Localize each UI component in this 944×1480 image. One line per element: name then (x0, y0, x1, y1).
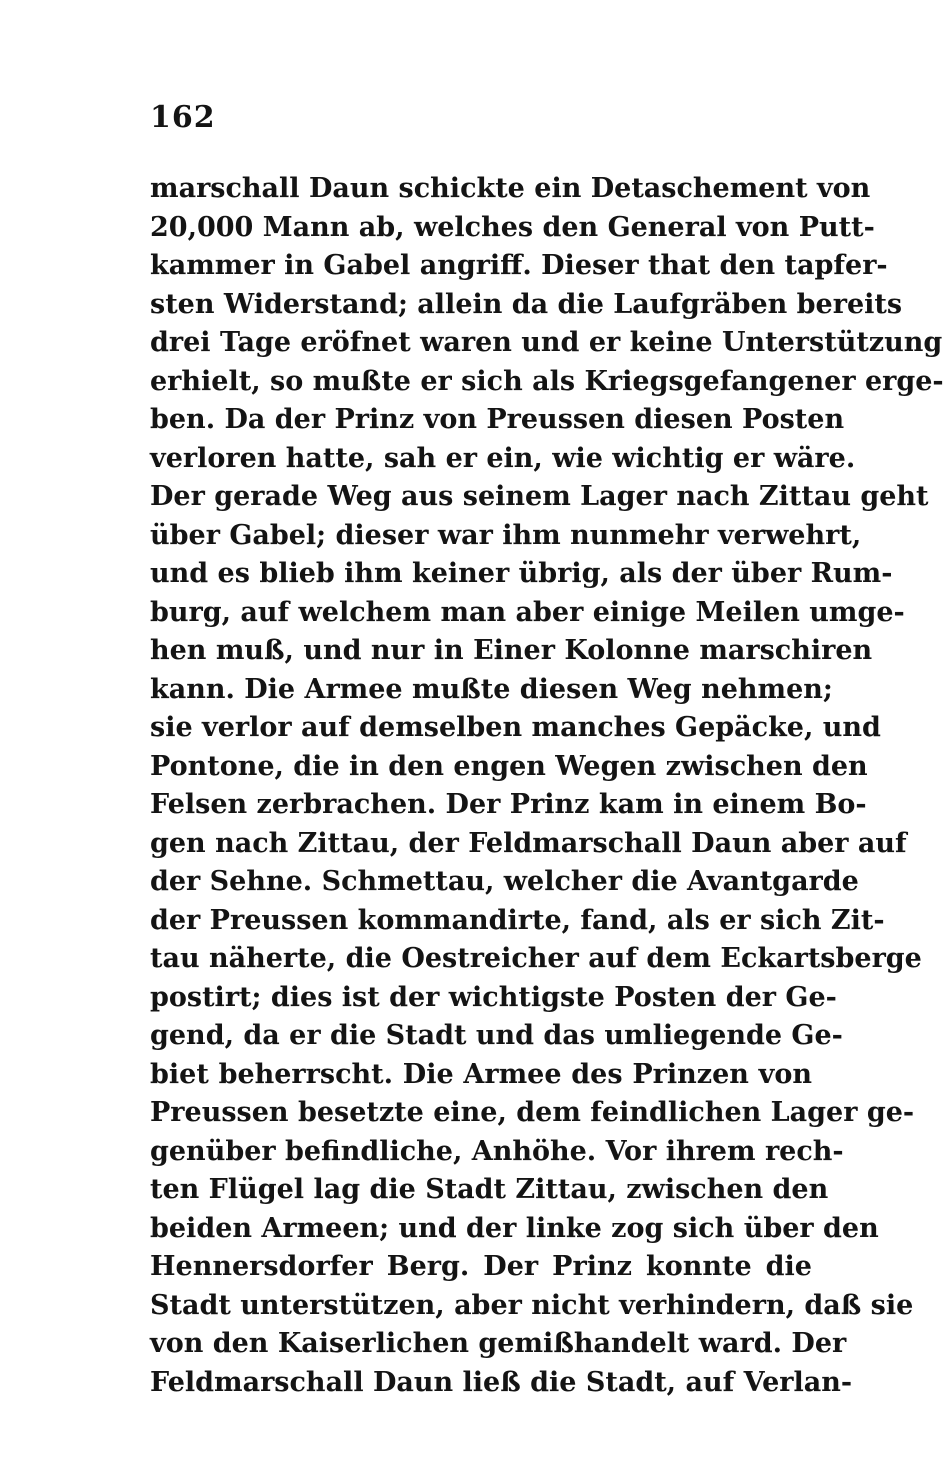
text-line: Felsen zerbrachen. Der Prinz kam in einem Bo- (150, 789, 867, 820)
body-text (150, 170, 944, 1402)
text-line: Pontone, die in den engen Wegen zwischen den (150, 750, 868, 782)
text-line: ten Flügel lag die Stadt Zittau, zwischen den (150, 1174, 829, 1205)
text-line: postirt; dies ist der wichtigste Posten der Ge- (150, 981, 837, 1013)
text-line: marschall Daun schickte ein Detaschement von (150, 173, 871, 204)
text-line: Feldmarschall Daun ließ die Stadt, auf Verlan- (150, 1366, 853, 1398)
text-line: drei Tage eröfnet waren und er keine Unterstützung (150, 327, 943, 358)
text-line: Der gerade Weg aus seinem Lager nach Zittau geht (150, 481, 929, 512)
page-number: 162 (150, 100, 216, 135)
text-line: ben. Da der Prinz von Preussen diesen Posten (150, 404, 845, 435)
text-line: biet beherrscht. Die Armee des Prinzen von (150, 1058, 812, 1090)
text-line: beiden Armeen; und der linke zog sich über den (150, 1212, 879, 1244)
text-line: von den Kaiserlichen gemißhandelt ward. Der (150, 1328, 847, 1359)
text-line: 20,000 Mann ab, welches den General von Putt- (150, 211, 875, 243)
text-line: gen nach Zittau, der Feldmarschall Daun aber auf (150, 827, 907, 859)
text-line: Preussen besetzte eine, dem feindlichen Lager ge- (150, 1097, 915, 1128)
text-line: kann. Die Armee mußte diesen Weg nehmen; (150, 673, 833, 705)
text-line: hen muß, und nur in Einer Kolonne marschiren (150, 635, 873, 666)
text-line: sten Widerstand; allein da die Laufgräben bereits (150, 288, 903, 320)
text-line: Stadt unterstützen, aber nicht verhindern, daß sie (150, 1289, 914, 1321)
text-line: tau näherte, die Oestreicher auf dem Eckartsberge (150, 943, 922, 974)
text-line: und es blieb ihm keiner übrig, als der über Rum- (150, 558, 893, 589)
text-line: erhielt, so mußte er sich als Kriegsgefangener erge- (150, 365, 944, 397)
text-line: kammer in Gabel angriff. Dieser that den tapfer- (150, 250, 888, 281)
text-line: Hennersdorfer Berg. Der Prinz konnte die (150, 1251, 812, 1282)
text-line: über Gabel; dieser war ihm nunmehr verwehrt, (150, 519, 862, 551)
text-line: gend, da er die Stadt und das umliegende Ge- (150, 1020, 843, 1051)
text-line: verloren hatte, sah er ein, wie wichtig er wäre. (150, 442, 856, 474)
text-line: burg, auf welchem man aber einige Meilen umge- (150, 596, 905, 628)
text-line: der Preussen kommandirte, fand, als er sich Zit- (150, 904, 885, 936)
text-line: sie verlor auf demselben manches Gepäcke, und (150, 712, 881, 743)
text-line: der Sehne. Schmettau, welcher die Avantgarde (150, 866, 859, 897)
text-line: genüber befindliche, Anhöhe. Vor ihrem rech- (150, 1135, 844, 1167)
